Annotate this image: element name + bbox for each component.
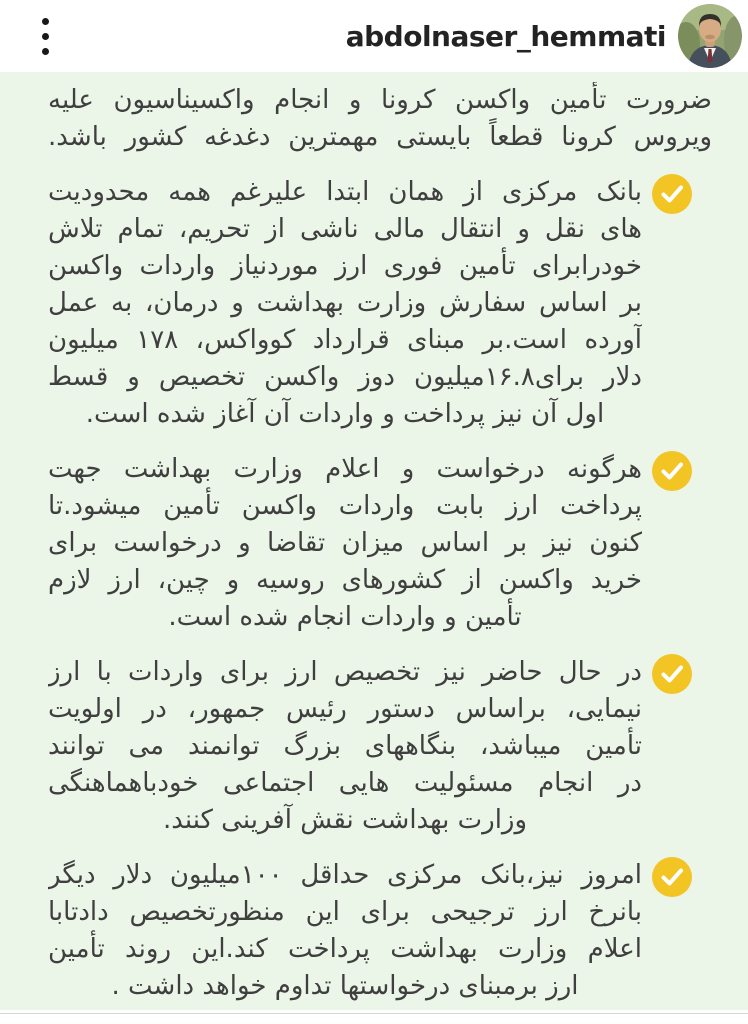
text-line: خرید واکسن از کشورهای روسیه و چین، ارز لازم (48, 565, 642, 595)
text-line: های نقل و انتقال مالی ناشی از تحریم، تمام تلاش (48, 214, 642, 244)
text-line: ارز برمبنای درخواستها تداوم خواهد داشت . (111, 971, 579, 1001)
text-line: وزارت بهداشت نقش آفرینی کنند. (162, 805, 528, 835)
check-circle-icon (652, 174, 692, 214)
text-line: تأمین میباشد، بنگاههای بزرگ توانمند می توانند (48, 731, 642, 761)
avatar[interactable] (678, 4, 742, 68)
text-line: پرداخت ارز بابت واردات واکسن تأمین میشود.تا (48, 491, 642, 521)
text-line: خودرابرای تأمین فوری ارز موردنیاز واردات واکسن (48, 251, 642, 281)
text-line: آورده است.بر مبنای قرارداد کوواکس، ۱۷۸ میلیون (48, 325, 642, 355)
post-header (0, 0, 748, 72)
text-line: بانرخ ارز ترجیحی برای این منظورتخصیص دادتابا (48, 897, 642, 927)
text-line: بر اساس سفارش وزارت بهداشت و درمان، به عمل (48, 288, 642, 318)
text-line: امروز نیز،بانک مرکزی حداقل ۱۰۰میلیون دلار دیگر (48, 860, 642, 890)
check-circle-icon (652, 857, 692, 897)
bullet-paragraph (48, 857, 692, 1005)
text-line: بانک مرکزی از همان ابتدا علیرغم همه محدودیت (48, 177, 642, 207)
divider (0, 1013, 748, 1014)
bullet-paragraph (48, 654, 692, 839)
text-line: در انجام مسئولیت هایی اجتماعی خودباهماهنگی (48, 768, 642, 798)
post-text-area (0, 72, 748, 1010)
check-circle-icon (652, 654, 692, 694)
text-line: ضرورت تأمین واکسن کرونا و انجام واکسیناسیون علیه (48, 85, 712, 115)
user-block[interactable] (346, 4, 742, 68)
text-line: دلار برای۱۶.۸میلیون دوز واکسن تخصیص و قسط (48, 362, 642, 392)
text-line: اول آن نیز پرداخت و واردات آن آغاز شده است. (85, 399, 605, 429)
more-options-icon[interactable] (36, 12, 55, 61)
bottom-strip (0, 1010, 748, 1024)
intro-paragraph (48, 82, 712, 156)
text-line: کنون نیز بر اساس میزان تقاضا و درخواست برای (48, 528, 642, 558)
text-line: نیمایی، براساس دستور رئیس جمهور، در اولویت (48, 694, 642, 724)
bullet-paragraph (48, 174, 692, 433)
text-line: تأمین و واردات انجام شده است. (168, 602, 522, 632)
text-line: اعلام وزارت بهداشت پرداخت کند.این روند تأمین (48, 934, 642, 964)
check-circle-icon (652, 451, 692, 491)
bullet-paragraph (48, 451, 692, 636)
text-line: هرگونه درخواست و اعلام وزارت بهداشت جهت (48, 454, 642, 484)
text-line: در حال حاضر نیز تخصیص ارز برای واردات با ارز (48, 657, 642, 687)
username[interactable]: abdolnaser_hemmati (345, 19, 666, 53)
text-line: ویروس کرونا قطعاً بایستی مهمترین دغدغه کشور باشد. (48, 122, 712, 152)
